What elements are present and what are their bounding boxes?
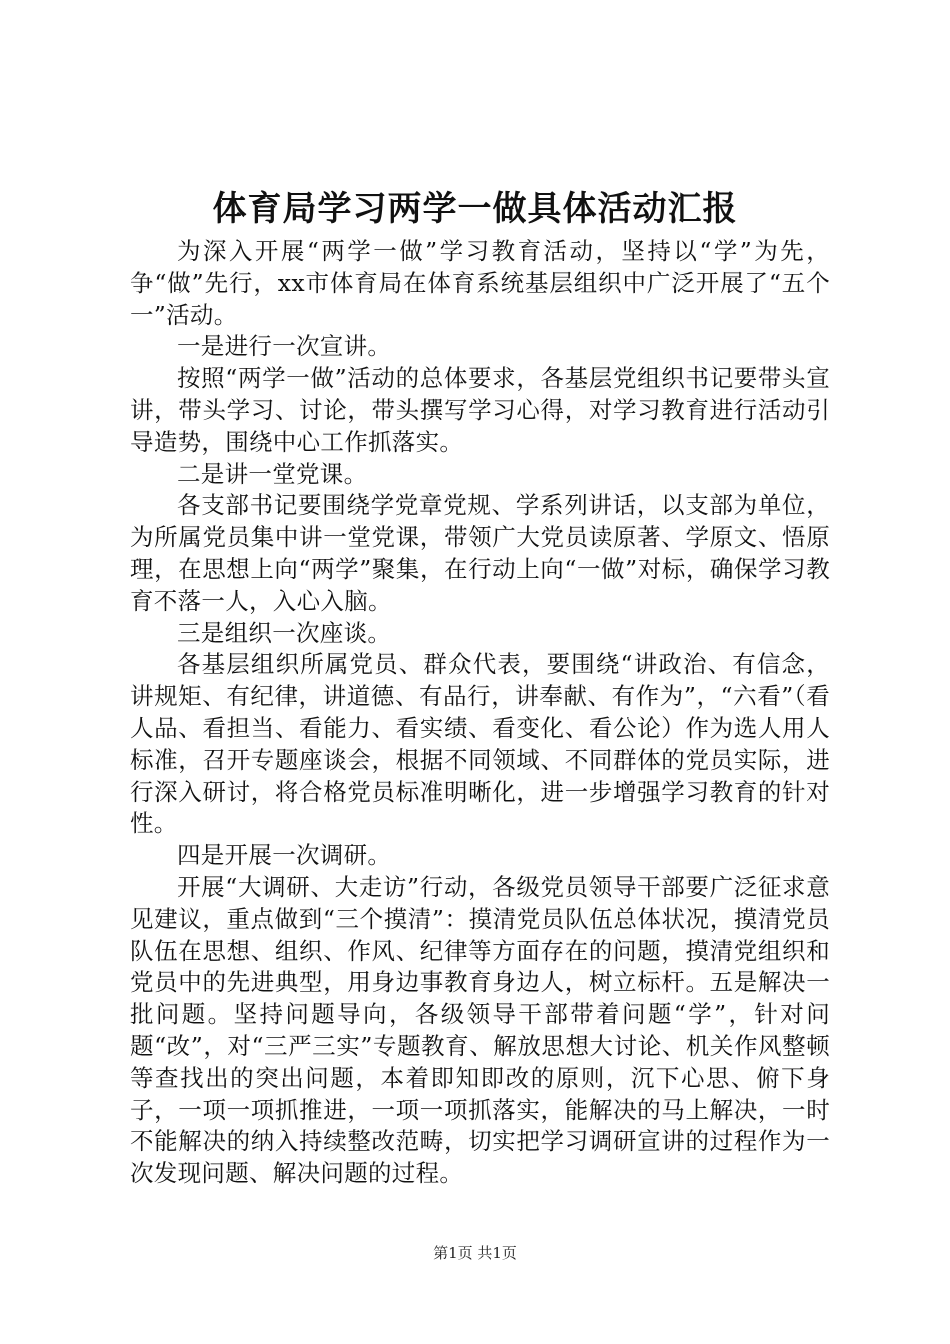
page-number: 第1页 共1页 — [433, 1244, 517, 1262]
paragraph: 开展“大调研、大走访”行动，各级党员领导干部要广泛征求意见建议，重点做到“三个摸清”：摸清党员队伍总体状况，摸清党员队伍在思想、组织、作风、纪律等方面存在的问题，摸清党组织和党员中的先进典型，用身边事教育身边人，树立标杆。五是解决一批问题。坚持问题导向，各级领导干部带着问题“学”，针对问题“改”，对“三严三实”专题教育、解放思想大讨论、机关作风整顿等查找出的突出问题，本着即知即改的原则，沉下心思、俯下身子，一项一项抓推进，一项一项抓落实，能解决的马上解决，一时不能解决的纳入持续整改范畴，切实把学习调研宣讲的过程作为一次发现问题、解决问题的过程。 — [130, 872, 830, 1188]
section-heading: 四是开展一次调研。 — [177, 841, 392, 870]
section-heading: 二是讲一堂党课。 — [177, 459, 368, 488]
page-title: 体育局学习两学一做具体活动汇报 — [212, 189, 738, 229]
paragraph: 各支部书记要围绕学党章党规、学系列讲话，以支部为单位，为所属党员集中讲一堂党课，带领广大党员读原著、学原文、悟原理，在思想上向“两学”聚集，在行动上向“一做”对标，确保学习教育不落一人，入心入脑。 — [130, 491, 830, 615]
page-footer — [0, 1243, 950, 1263]
paragraph: 按照“两学一做”活动的总体要求，各基层党组织书记要带头宣讲，带头学习、讨论，带头撰写学习心得，对学习教育进行活动引导造势，围绕中心工作抓落实。 — [130, 364, 830, 456]
section-heading: 一是进行一次宣讲。 — [177, 332, 392, 361]
paragraph: 为深入开展“两学一做”学习教育活动，坚持以“学”为先，争“做”先行，xx市体育局在体育系统基层组织中广泛开展了“五个一”活动。 — [130, 237, 830, 329]
document-body — [130, 236, 830, 1190]
section-heading: 三是组织一次座谈。 — [177, 618, 392, 647]
paragraph: 各基层组织所属党员、群众代表，要围绕“讲政治、有信念，讲规矩、有纪律，讲道德、有品行，讲奉献、有作为”，“六看”（看人品、看担当、看能力、看实绩、看变化、看公论）作为选人用人标准，召开专题座谈会，根据不同领域、不同群体的党员实际，进行深入研讨，将合格党员标准明晰化，进一步增强学习教育的针对性。 — [130, 650, 830, 838]
